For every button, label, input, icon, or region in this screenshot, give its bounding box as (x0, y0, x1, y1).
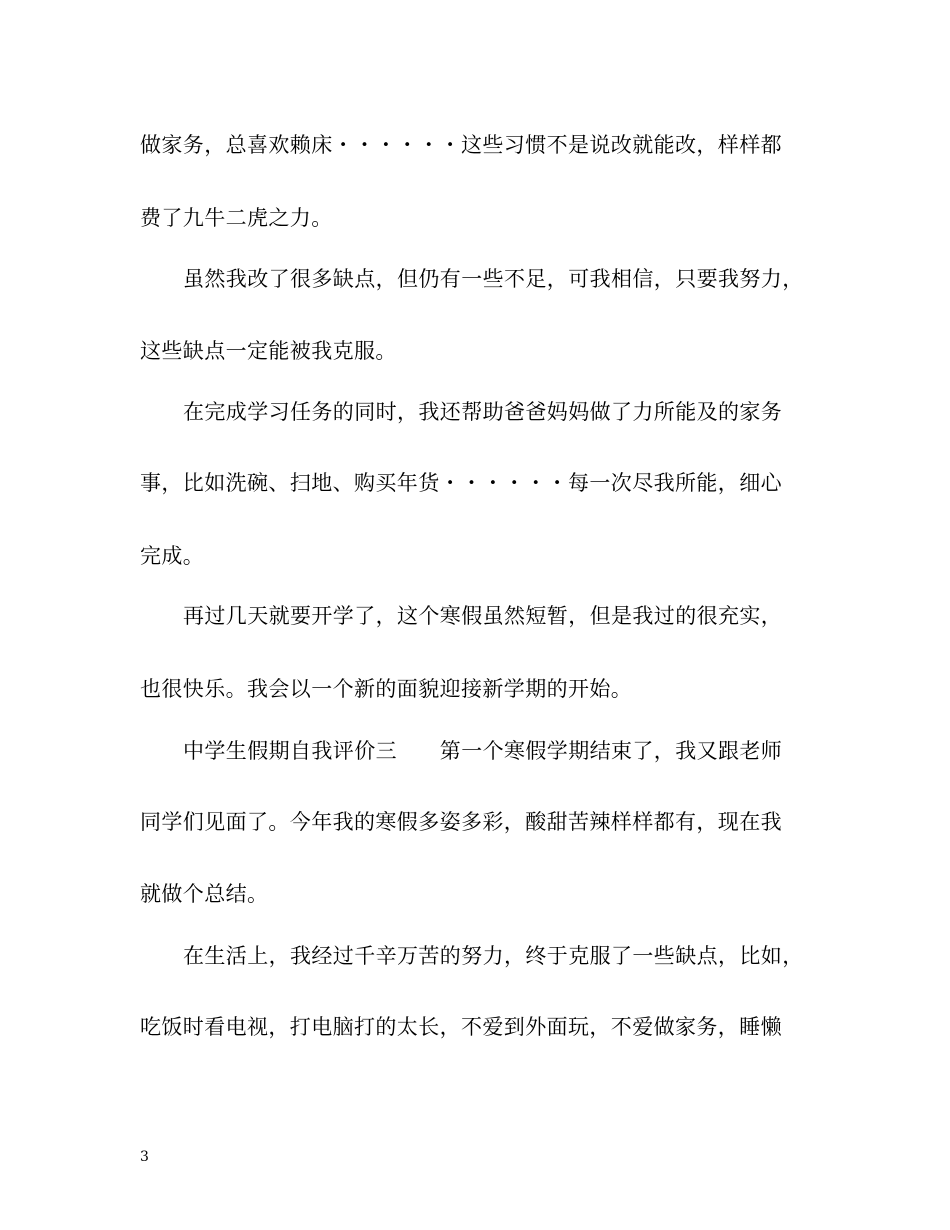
text-line: 事，比如洗碗、扫地、购买年货・・・・・・每一次尽我所能，细心 (140, 471, 782, 495)
text-line: 吃饭时看电视，打电脑打的太长，不爱到外面玩，不爱做家务，睡懒 (140, 1015, 782, 1039)
text-line: 就做个总结。 (140, 882, 269, 906)
page-number: 3 (140, 1149, 149, 1165)
text-line: 在完成学习任务的同时，我还帮助爸爸妈妈做了力所能及的家务 (183, 400, 783, 424)
text-line: 再过几天就要开学了，这个寒假虽然短暂，但是我过的很充实， (183, 604, 783, 628)
text-line: 同学们见面了。今年我的寒假多姿多彩，酸甜苦辣样样都有，现在我 (140, 810, 782, 834)
text-line: 费了九牛二虎之力。 (140, 206, 333, 230)
text-line: 也很快乐。我会以一个新的面貌迎接新学期的开始。 (140, 677, 633, 701)
text-line: 完成。 (140, 544, 205, 568)
text-line: 中学生假期自我评价三 第一个寒假学期结束了，我又跟老师 (183, 739, 783, 763)
text-line: 虽然我改了很多缺点，但仍有一些不足，可我相信，只要我努力， (183, 267, 804, 291)
text-line: 这些缺点一定能被我克服。 (140, 339, 397, 363)
text-line: 在生活上，我经过千辛万苦的努力，终于克服了一些缺点，比如， (183, 944, 804, 968)
text-line: 做家务，总喜欢赖床・・・・・・这些习惯不是说改就能改，样样都 (140, 133, 782, 157)
